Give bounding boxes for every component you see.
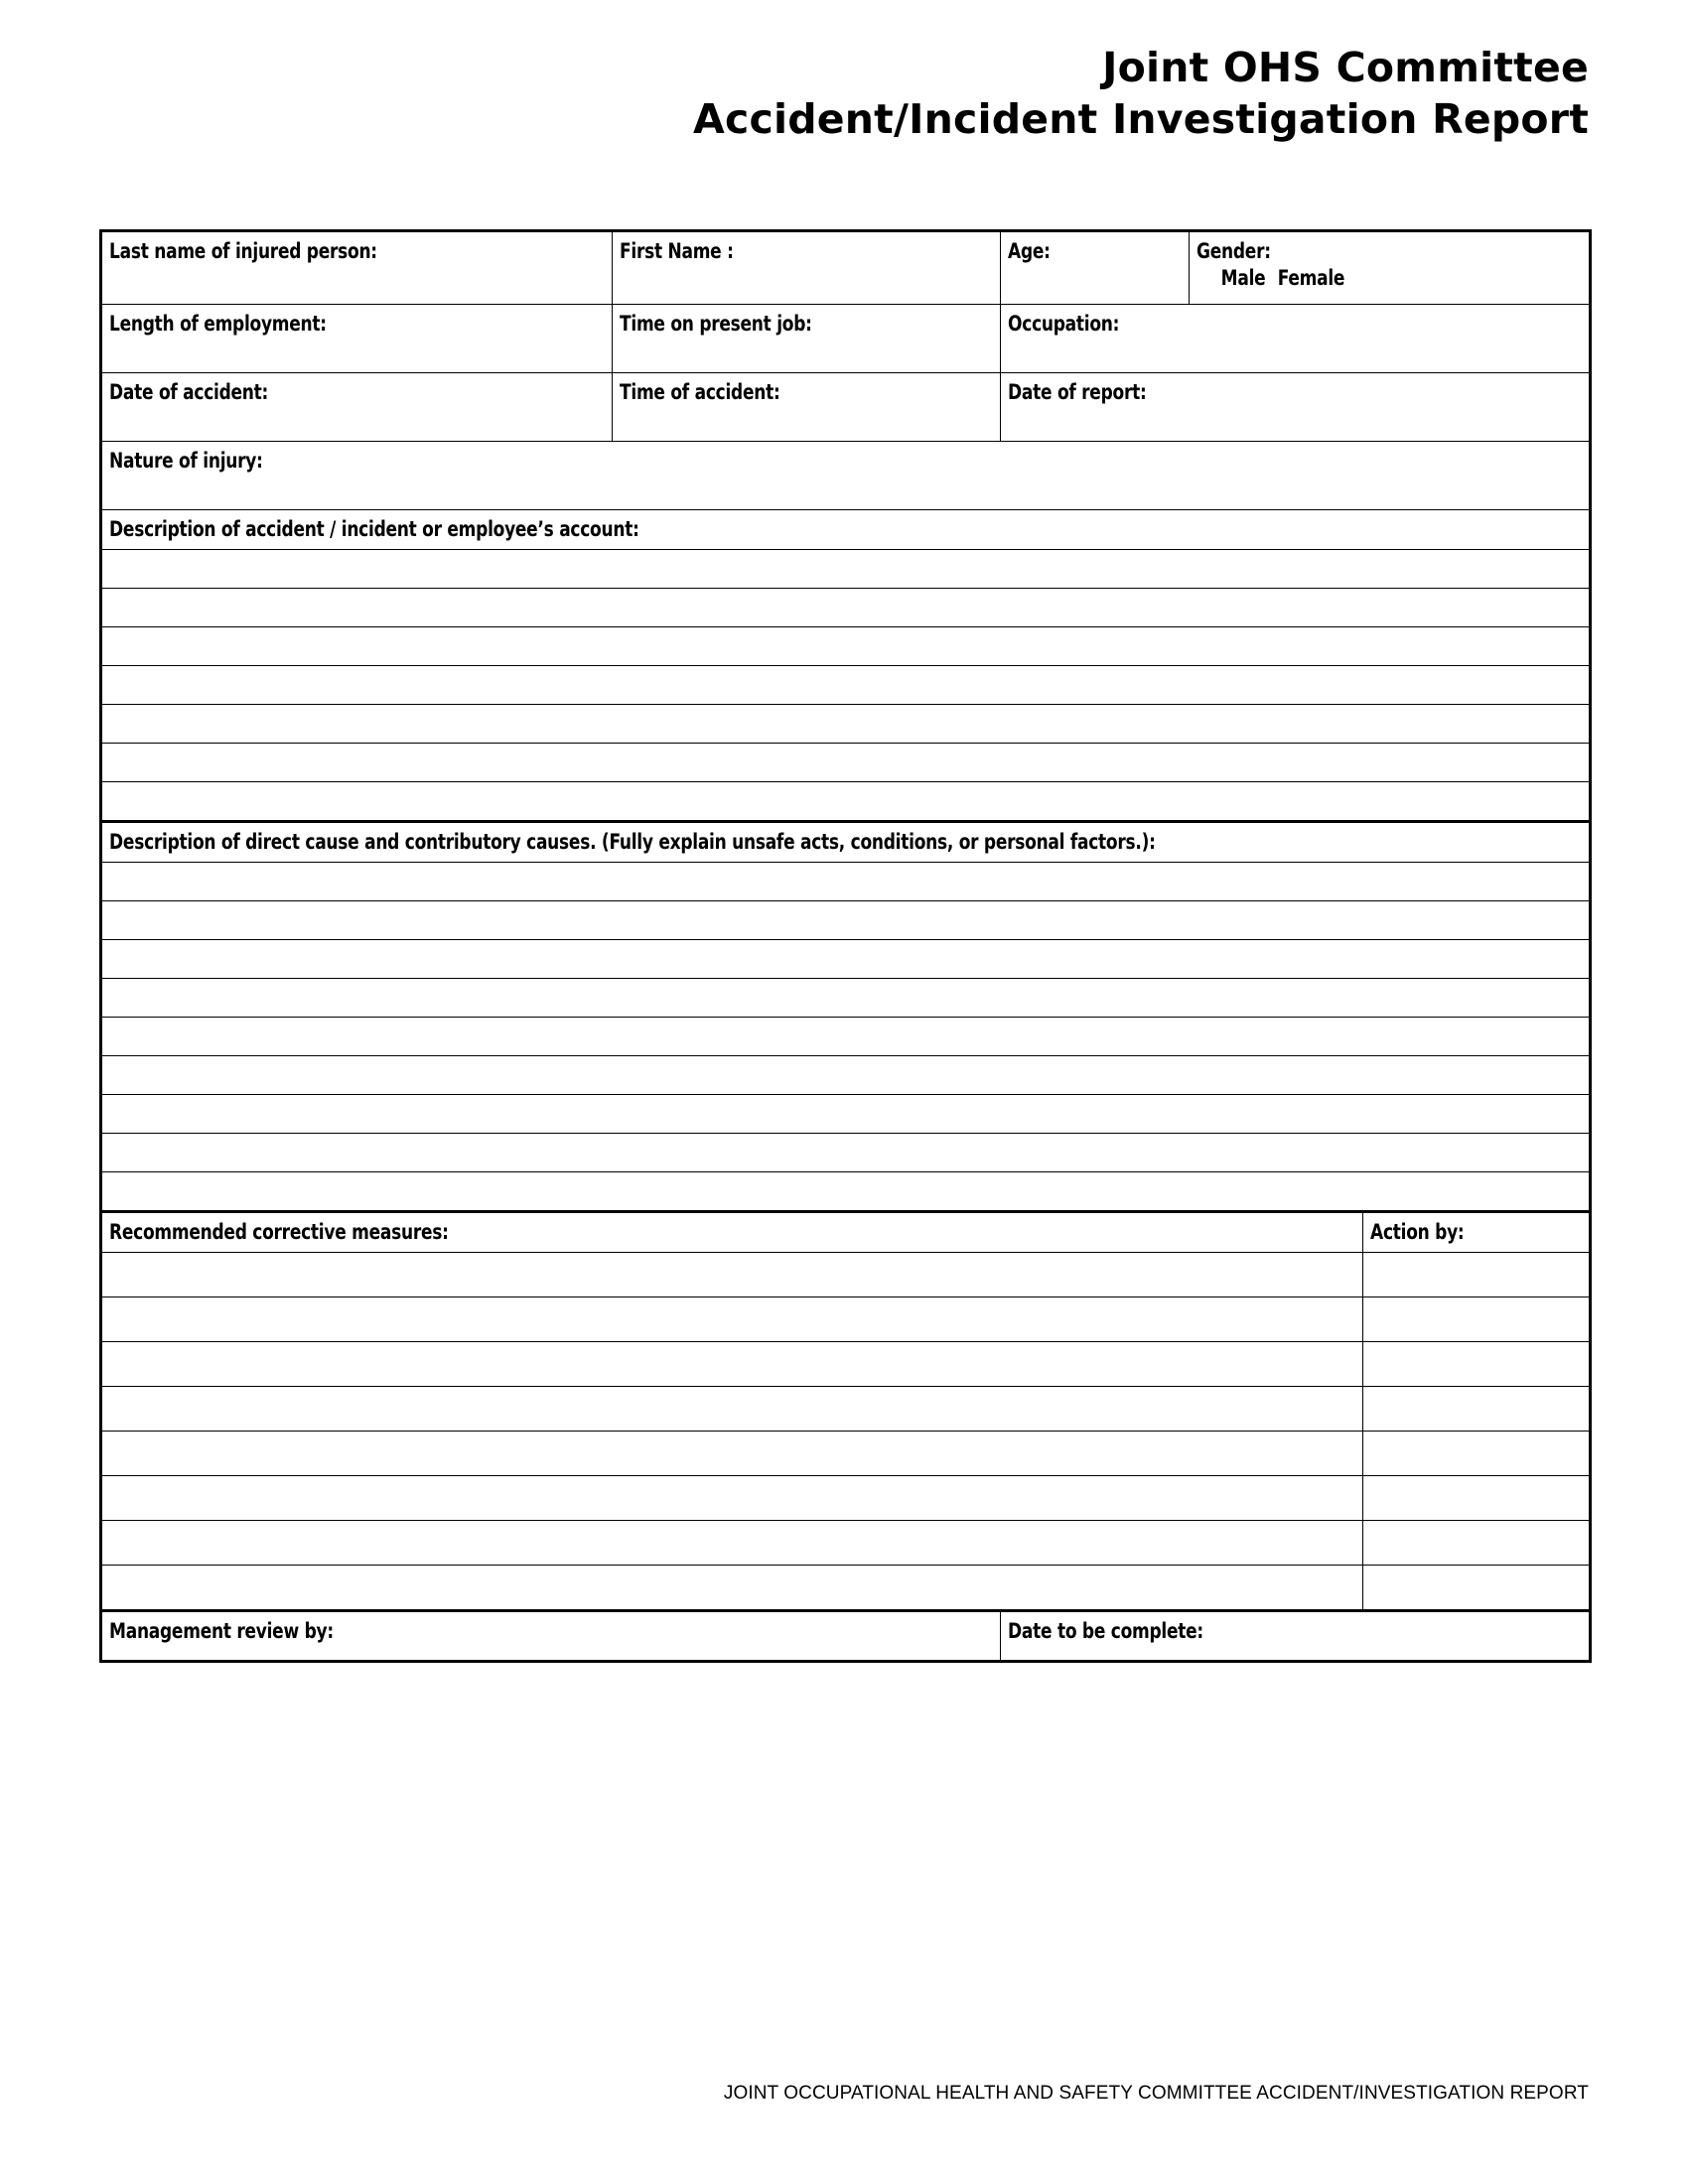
label-management-review-by: Management review by: — [109, 1619, 334, 1644]
description-cause-blank-line[interactable] — [101, 940, 1591, 979]
description-accident-blank-line[interactable] — [101, 589, 1591, 627]
row-corrective-measures-line — [101, 1387, 1591, 1432]
corrective-measures-blank-cell[interactable] — [101, 1253, 1363, 1297]
description-cause-blank-line[interactable] — [101, 1056, 1591, 1095]
label-first-name: First Name : — [620, 239, 734, 264]
row-personal-name — [101, 231, 1591, 305]
cell-time-of-accident[interactable] — [613, 373, 1001, 442]
row-corrective-measures-line — [101, 1476, 1591, 1521]
cell-age[interactable] — [1001, 231, 1190, 305]
description-accident-blank-line[interactable] — [101, 627, 1591, 666]
row-description-accident-line — [101, 550, 1591, 589]
corrective-measures-blank-cell[interactable] — [101, 1521, 1363, 1566]
action-by-blank-cell[interactable] — [1363, 1566, 1591, 1611]
gender-options[interactable] — [1190, 265, 1541, 293]
label-date-to-be-complete: Date to be complete: — [1008, 1619, 1203, 1644]
cell-management-review-by[interactable] — [101, 1611, 1001, 1662]
label-occupation: Occupation: — [1008, 312, 1120, 337]
cell-date-of-report[interactable] — [1001, 373, 1591, 442]
label-gender-male[interactable]: Male — [1220, 266, 1266, 291]
row-description-cause-line — [101, 979, 1591, 1018]
title-line-1: Joint OHS Committee — [1102, 44, 1589, 91]
label-date-of-report: Date of report: — [1008, 380, 1147, 405]
cell-length-of-employment[interactable] — [101, 305, 613, 373]
description-cause-blank-line[interactable] — [101, 1134, 1591, 1172]
cell-time-on-present-job[interactable] — [613, 305, 1001, 373]
row-description-accident-line — [101, 782, 1591, 822]
action-by-blank-cell[interactable] — [1363, 1387, 1591, 1432]
label-nature-of-injury: Nature of injury: — [109, 449, 263, 474]
row-corrective-measures-line — [101, 1566, 1591, 1611]
cell-nature-of-injury[interactable] — [101, 442, 1591, 510]
row-employment — [101, 305, 1591, 373]
row-corrective-measures-line — [101, 1253, 1591, 1297]
row-nature-of-injury — [101, 442, 1591, 510]
page-footer: JOINT OCCUPATIONAL HEALTH AND SAFETY COMMITTEE ACCIDENT/INVESTIGATION REPORT — [723, 2083, 1589, 2104]
cell-date-of-accident[interactable] — [101, 373, 613, 442]
investigation-form-table — [99, 229, 1592, 1663]
action-by-blank-cell[interactable] — [1363, 1297, 1591, 1342]
cell-date-to-be-complete[interactable] — [1001, 1611, 1591, 1662]
cell-first-name[interactable] — [613, 231, 1001, 305]
label-description-of-cause: Description of direct cause and contributory causes. (Fully explain unsafe acts, conditions, or personal factors.): — [109, 830, 1156, 855]
corrective-measures-blank-cell[interactable] — [101, 1566, 1363, 1611]
label-last-name: Last name of injured person: — [109, 239, 377, 264]
row-corrective-measures-line — [101, 1432, 1591, 1476]
row-description-cause-line — [101, 1018, 1591, 1056]
row-corrective-measures-line — [101, 1297, 1591, 1342]
row-corrective-measures-line — [101, 1342, 1591, 1387]
row-description-cause-line — [101, 901, 1591, 940]
label-date-of-accident: Date of accident: — [109, 380, 269, 405]
row-management-review — [101, 1611, 1591, 1662]
label-description-of-accident: Description of accident / incident or employee’s account: — [109, 517, 639, 542]
description-cause-blank-line[interactable] — [101, 1172, 1591, 1212]
action-by-blank-cell[interactable] — [1363, 1521, 1591, 1566]
cell-description-accident-header — [101, 510, 1591, 550]
label-time-on-present-job: Time on present job: — [620, 312, 812, 337]
page-title — [99, 42, 1589, 145]
description-cause-blank-line[interactable] — [101, 901, 1591, 940]
cell-occupation[interactable] — [1001, 305, 1591, 373]
row-description-cause-line — [101, 1056, 1591, 1095]
title-line-2: Accident/Incident Investigation Report — [693, 95, 1589, 143]
corrective-measures-blank-cell[interactable] — [101, 1342, 1363, 1387]
corrective-measures-blank-cell[interactable] — [101, 1387, 1363, 1432]
cell-gender[interactable] — [1190, 231, 1591, 305]
row-description-cause-line — [101, 1134, 1591, 1172]
description-accident-blank-line[interactable] — [101, 550, 1591, 589]
row-description-cause-line — [101, 940, 1591, 979]
cell-action-by-header — [1363, 1212, 1591, 1253]
row-description-cause-line — [101, 1095, 1591, 1134]
row-description-cause-header — [101, 822, 1591, 863]
description-cause-blank-line[interactable] — [101, 979, 1591, 1018]
description-accident-blank-line[interactable] — [101, 744, 1591, 782]
row-accident-date — [101, 373, 1591, 442]
cell-description-cause-header — [101, 822, 1591, 863]
corrective-measures-blank-cell[interactable] — [101, 1297, 1363, 1342]
corrective-measures-blank-cell[interactable] — [101, 1476, 1363, 1521]
label-gender: Gender: — [1196, 239, 1271, 264]
action-by-blank-cell[interactable] — [1363, 1253, 1591, 1297]
label-age: Age: — [1008, 239, 1051, 264]
corrective-measures-blank-cell[interactable] — [101, 1432, 1363, 1476]
row-description-accident-line — [101, 705, 1591, 744]
row-description-accident-line — [101, 744, 1591, 782]
row-corrective-measures-line — [101, 1521, 1591, 1566]
cell-last-name[interactable] — [101, 231, 613, 305]
row-description-accident-line — [101, 666, 1591, 705]
row-description-cause-line — [101, 863, 1591, 901]
cell-corrective-measures-header — [101, 1212, 1363, 1253]
description-cause-blank-line[interactable] — [101, 1095, 1591, 1134]
row-corrective-measures-header — [101, 1212, 1591, 1253]
description-cause-blank-line[interactable] — [101, 1018, 1591, 1056]
description-accident-blank-line[interactable] — [101, 666, 1591, 705]
action-by-blank-cell[interactable] — [1363, 1342, 1591, 1387]
row-description-cause-line — [101, 1172, 1591, 1212]
label-action-by: Action by: — [1370, 1220, 1465, 1245]
action-by-blank-cell[interactable] — [1363, 1432, 1591, 1476]
label-gender-female[interactable]: Female — [1277, 266, 1345, 291]
description-accident-blank-line[interactable] — [101, 782, 1591, 822]
description-cause-blank-line[interactable] — [101, 863, 1591, 901]
action-by-blank-cell[interactable] — [1363, 1476, 1591, 1521]
row-description-accident-line — [101, 589, 1591, 627]
label-time-of-accident: Time of accident: — [620, 380, 780, 405]
row-description-accident-header — [101, 510, 1591, 550]
row-description-accident-line — [101, 627, 1591, 666]
description-accident-blank-line[interactable] — [101, 705, 1591, 744]
label-recommended-corrective-measures: Recommended corrective measures: — [109, 1220, 449, 1245]
label-length-of-employment: Length of employment: — [109, 312, 327, 337]
